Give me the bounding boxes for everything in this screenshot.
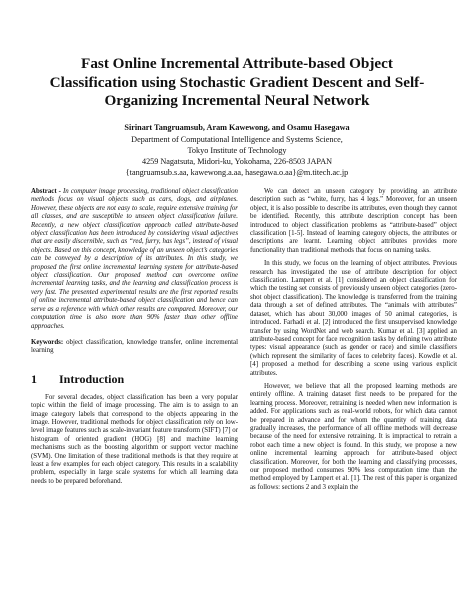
intro-paragraph: For several decades, object classification has been a very popular topic within the field of image processing. The aim is to assign to an image category labels that correspond to the objects appearing in the image. However, traditional methods for object classification rely on low-level image features such as scale-invariant feature transform (SIFT) [7] or histogram of oriented gradient (HOG) [8] and machine learning mechanisms such as the boosting algorithm or support vector machine (SVM). One limitation of these traditional methods is that they require at least a few examples for each object category. This results in a scalability problem, especially in large scale systems for which all learning data needs to be prepared beforehand. [31, 393, 238, 485]
keywords-label: Keywords: [31, 338, 64, 346]
section-number: 1 [31, 371, 37, 386]
author-block [60, 122, 414, 178]
email-line: {tangruamsub.s.aa, kawewong.a.aa, hasegawa.o.aa}@m.titech.ac.jp [125, 168, 349, 177]
section-heading [31, 372, 238, 386]
left-column [31, 188, 238, 486]
body-paragraph: However, we believe that all the proposed learning methods are entirely offline. A training dataset first needs to be prepared for the learning process. Moreover, retraining is needed when new information is added. For applications such as real-world robots, for which data cannot be prepared in advance and for whom the quantity of training data gradually increases, the performance of all offline methods will decrease because of the need for extensive retraining. It is impractical to retrain a robot each time a new object is found. In this study, we propose a new online incremental learning approach for attribute-based object classification. Moreover, for both the learning and classifying processes, our proposed method consumes 90% less computation time than the method employed by Lampert et al. [1]. The rest of this paper is organized as follows: sections 2 and 3 explain the [250, 382, 457, 491]
body-paragraph: We can detect an unseen category by providing an attribute description such as “white, furry, has 4 legs.” Moreover, for an unseen object, it is also possible to describe its attributes, even though they cannot be identified. Recently, this attribute description concept has been introduced to object classification problems as “attribute-based” object classification [1-5]. Instead of learning category objects, the attributes or descriptions are learnt. Learning object attributes provides more functionality than traditional methods that focus on naming tasks. [250, 188, 457, 254]
paper-title [20, 55, 454, 111]
title-line: Organizing Incremental Neural Network [104, 92, 370, 110]
abstract-label: Abstract - [31, 188, 61, 195]
keywords-text: object classification, knowledge transfer, online incremental learning [31, 338, 238, 355]
affiliation-line: Department of Computational Intelligence and Systems Science, [131, 135, 343, 144]
keywords [31, 339, 238, 356]
abstract-text: In computer image processing, traditional object classification methods focus on visual objects such as cars, dogs, and airplanes. However, these objects are not easy to scale, require extensive training for all classes, and are susceptible to unseen object classification failure. Recently, a new object classification approach called attribute-based object classification has been introduced by considering visual adjectives that are easily discernible, such as “red, furry, has legs”, instead of visual objects. Based on this concept, knowledge of an unseen object’s categories can be conveyed by a description of its attributes. In this study, we proposed the first online incremental learning system for attribute-based object classification. Our proposed method can overcome online incremental learning tasks, and the learning and classification process is very fast. The presented experimental results are the first reported results of online incremental attribute-based object classification and hence can serve as a reference with which other results are compared. Moreover, our computation time is also more than 90% faster than other offline approaches. [31, 188, 238, 330]
author-names: Sirinart Tangruamsub, Aram Kawewong, and Osamu Hasegawa [124, 123, 350, 132]
right-column [250, 188, 457, 492]
affiliation-line: Tokyo Institute of Technology [187, 146, 287, 155]
title-line: Classification using Stochastic Gradient Descent and Self- [49, 73, 425, 91]
body-paragraph: In this study, we focus on the learning of object attributes. Previous research has investigated the use of attribute description for object classification. Lampert et al. [1] considered an object classification for which the testing set consists of previously unseen object categories (zero-shot object classification). The knowledge is transferred from the training data through a set of defined attributes. The “animals with attributes” dataset, which has about 30,000 images of 50 animal categories, is introduced. Farhadi et al. [2] introduced the first unsupervised knowledge transfer by using WordNet and web search. Kumar et al. [3] applied an attribute-based concept for face recognition tasks by defining two attribute types: visual appearance (such as gender or race) and simile classifiers (which represent the similarity of faces to celebrity faces). Kowdle et al. [4] proposed a method for describing a scene using various explicit attributes. [250, 260, 457, 377]
abstract [31, 188, 238, 331]
title-line: Fast Online Incremental Attribute-based Object [81, 55, 393, 72]
address-line: 4259 Nagatsuta, Midori-ku, Yokohama, 226-8503 JAPAN [141, 157, 333, 166]
section-title: Introduction [59, 371, 125, 386]
